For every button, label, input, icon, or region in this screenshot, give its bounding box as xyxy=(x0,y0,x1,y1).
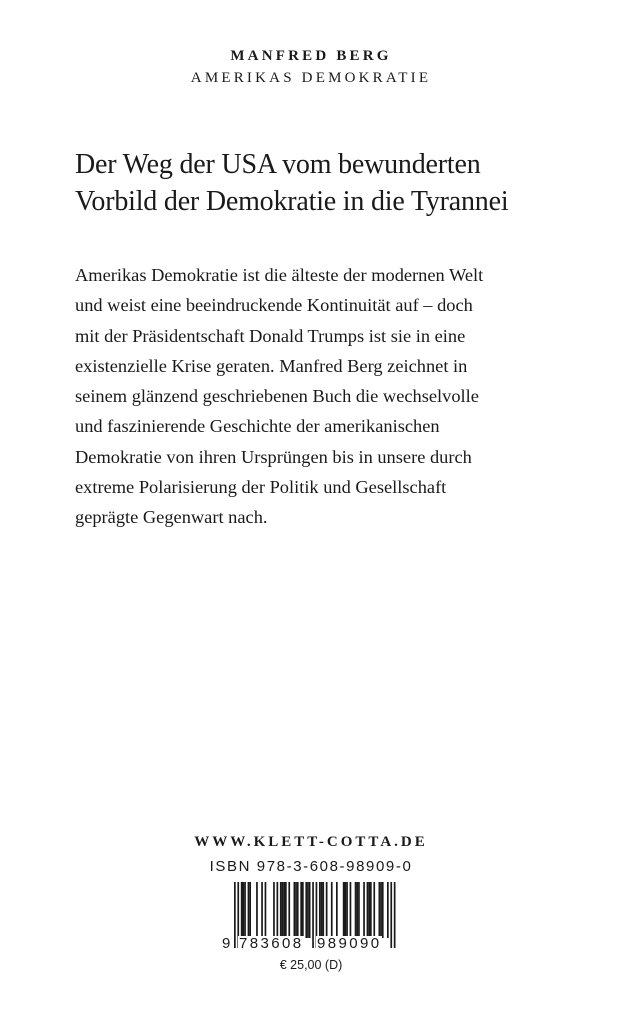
barcode-bar xyxy=(256,882,258,938)
barcode-bar xyxy=(346,882,348,938)
barcode-bar xyxy=(309,882,311,938)
barcode-bar xyxy=(243,882,245,938)
barcode-bar xyxy=(326,882,328,938)
blurb-line: extreme Polarisierung der Politik und Gesellschaft xyxy=(75,477,447,498)
barcode-bar xyxy=(307,882,309,938)
barcode-bar xyxy=(249,882,251,938)
barcode-bar xyxy=(297,882,299,938)
cover-header xyxy=(0,46,622,88)
barcode-bar xyxy=(343,882,345,938)
blurb-line: seinem glänzend geschriebenen Buch die wechselvolle xyxy=(75,386,479,407)
barcode-bar xyxy=(382,882,384,938)
barcode-bar xyxy=(319,882,321,938)
barcode-right-group: 989090 xyxy=(317,935,382,952)
publisher-url: WWW.KLETT-COTTA.DE xyxy=(194,834,428,850)
barcode-bar xyxy=(265,882,267,938)
isbn-number: ISBN 978-3-608-98909-0 xyxy=(209,858,413,875)
headline-line: Vorbild der Demokratie in die Tyrannei xyxy=(75,186,509,217)
barcode-bar xyxy=(345,882,347,938)
price-label: € 25,00 (D) xyxy=(279,958,343,972)
blurb-line: Amerikas Demokratie ist die älteste der modernen Welt xyxy=(75,265,484,285)
barcode-bar xyxy=(288,882,290,938)
barcode-bar xyxy=(379,882,381,938)
barcode-bar xyxy=(387,882,389,938)
barcode-bar xyxy=(241,882,243,938)
barcode-bar xyxy=(277,882,279,938)
barcode-bar xyxy=(273,882,275,938)
barcode-bar xyxy=(283,882,285,938)
barcode-bar xyxy=(356,882,358,938)
author-name: MANFRED BERG xyxy=(230,48,392,64)
barcode-bar xyxy=(295,882,297,938)
blurb-line: mit der Präsidentschaft Donald Trumps ist sie in eine xyxy=(75,325,466,346)
barcode-bar xyxy=(370,882,372,938)
barcode-bar xyxy=(321,882,323,938)
barcode-bar xyxy=(358,882,360,938)
headline-line: Der Weg der USA vom bewunderten xyxy=(75,149,481,180)
barcode-bar xyxy=(282,882,284,938)
blurb-line: und weist eine beeindruckende Kontinuität auf – doch xyxy=(75,295,473,316)
barcode-bar xyxy=(261,882,263,938)
barcode-lead-digit: 9 xyxy=(222,935,231,952)
barcode-bar xyxy=(280,882,282,938)
headline xyxy=(75,146,575,220)
blurb-line: und faszinierende Geschichte der amerikanischen xyxy=(75,416,440,437)
barcode-bar xyxy=(331,882,333,938)
blurb-line: Demokratie von ihren Ursprüngen bis in unsere durch xyxy=(75,446,472,467)
barcode-bar xyxy=(355,882,357,938)
barcode-bar xyxy=(373,882,375,938)
barcode-bar xyxy=(302,882,304,938)
barcode-bar xyxy=(380,882,382,938)
barcode-bar xyxy=(322,882,324,938)
barcode-bar xyxy=(367,882,369,938)
book-title: AMERIKAS DEMOKRATIE xyxy=(190,70,432,86)
barcode-bar xyxy=(363,882,365,938)
barcode xyxy=(222,882,402,954)
barcode-left-group: 783608 xyxy=(239,935,304,952)
blurb-text xyxy=(75,260,565,533)
barcode-bar xyxy=(300,882,302,938)
barcode-bar xyxy=(248,882,250,938)
barcode-bar xyxy=(244,882,246,938)
barcode-bar xyxy=(285,882,287,938)
blurb-line: geprägte Gegenwart nach. xyxy=(75,507,268,528)
barcode-digits xyxy=(222,934,402,954)
barcode-bar xyxy=(350,882,352,938)
barcode-bar xyxy=(294,882,296,938)
blurb-line: existenzielle Krise geraten. Manfred Berg zeichnet in xyxy=(75,355,468,376)
barcode-bar xyxy=(368,882,370,938)
barcode-bar xyxy=(305,882,307,938)
barcode-bar xyxy=(336,882,338,938)
